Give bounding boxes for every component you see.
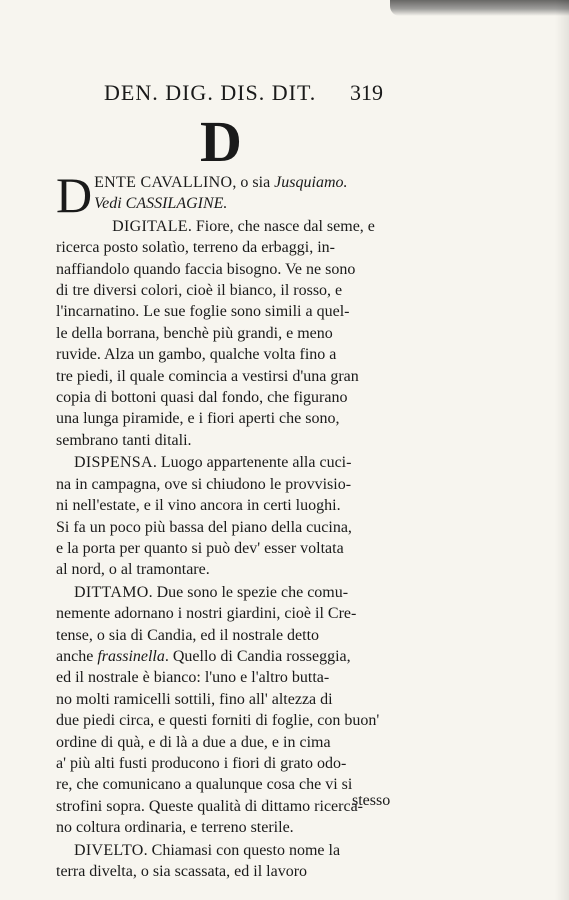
entry-line: una lunga piramide, e i fiori aperti che sono,: [56, 410, 340, 428]
entry-divelto: [56, 840, 412, 883]
entry-line: terra divelta, o sia scassata, ed il lavoro: [56, 863, 308, 880]
entry-line: le della borrana, benchè più grandi, e meno: [56, 324, 333, 342]
running-head: DEN. DIG. DIS. DIT.: [104, 80, 317, 105]
drop-cap: D: [56, 167, 93, 223]
entry-line: . Chiamasi con questo nome la: [143, 841, 341, 859]
entry-dispensa: [56, 452, 412, 580]
entry-line: . Due sono le spezie che comu-: [148, 583, 349, 601]
entry-headword: DISPENSA: [74, 454, 153, 472]
entry-line: Si fa un poco più bassa del piano della cucina,: [56, 518, 352, 536]
entry-crossref: Jusquiamo.: [274, 174, 348, 191]
entry-line: na in campagna, ove si chiudono le provvisio-: [56, 475, 352, 493]
entry-headword: DITTAMO: [74, 583, 149, 601]
dictionary-body: [56, 167, 412, 883]
entry-see-also: Vedi CASSILAGINE.: [94, 195, 228, 213]
section-letter: D: [200, 109, 242, 174]
catchword: stesso: [352, 792, 391, 809]
entry-line: re, che comunicano a qualunque cosa che vi si: [56, 776, 353, 794]
entry-headword: ENTE CAVALLINO: [94, 174, 233, 191]
entry-text: . Quello di Candia rosseggia,: [164, 647, 351, 665]
entry-line: ed il nostrale è bianco: l'uno e l'altro butta-: [56, 669, 330, 687]
entry-line: ruvide. Alza un gambo, qualche volta fino a: [56, 346, 337, 364]
entry-line: al nord, o al tramontare.: [56, 561, 210, 579]
entry-line: ricerca posto solatìo, terreno da erbaggi, in-: [56, 239, 335, 257]
entry-line: . Luogo appartenente alla cuci-: [152, 454, 352, 472]
entry-line: ni nell'estate, e il vino ancora in certi luoghi.: [56, 497, 341, 515]
entry-line: no coltura ordinaria, e terreno sterile.: [56, 819, 294, 837]
entry-line: tre piedi, il quale comincia a vestirsi d'una gran: [56, 367, 359, 385]
entry-line: strofini sopra. Queste qualità di dittamo ricerca-: [56, 797, 364, 815]
entry-line: l'incarnatino. Le sue foglie sono simili a quel-: [56, 303, 350, 321]
entry-text: anche: [56, 647, 98, 665]
entry-line: . Fiore, che nasce dal seme, e: [187, 217, 375, 235]
entry-headword: DIVELTO: [74, 841, 144, 859]
page-edge-shadow: [555, 0, 569, 900]
entry-line: nemente adornano i nostri giardini, cioè il Cre-: [56, 605, 357, 623]
entry-dente-cavallino: [56, 167, 412, 223]
entry-line: naffiandolo quando faccia bisogno. Ve ne sono: [56, 260, 356, 278]
entry-headword: DIGITALE: [112, 217, 188, 235]
entry-line: e la porta per quanto si può dev' esser voltata: [56, 539, 344, 557]
entry-line: no molti ramicelli sottili, fino all' altezza di: [56, 690, 333, 708]
entry-line: di tre diversi colori, cioè il bianco, il rosso, e: [56, 282, 343, 300]
entry-digitale: [56, 216, 412, 451]
entry-line: tense, o sia di Candia, ed il nostrale detto: [56, 626, 320, 644]
entry-italic-term: frassinella: [97, 647, 165, 665]
page-edge-scrap: [390, 0, 569, 16]
entry-line: due piedi circa, e questi forniti di foglie, con buon': [56, 712, 380, 730]
entry-line: copia di bottoni quasi dal fondo, che figurano: [56, 389, 348, 407]
entry-line: sembrano tanti ditali.: [56, 431, 192, 449]
entry-text: , o sia: [232, 174, 275, 191]
entry-line: a' più alti fusti producono i fiori di grato odo-: [56, 754, 347, 772]
page-number: 319: [350, 80, 383, 105]
entry-line: ordine di quà, e di là a due a due, e in cima: [56, 733, 331, 751]
